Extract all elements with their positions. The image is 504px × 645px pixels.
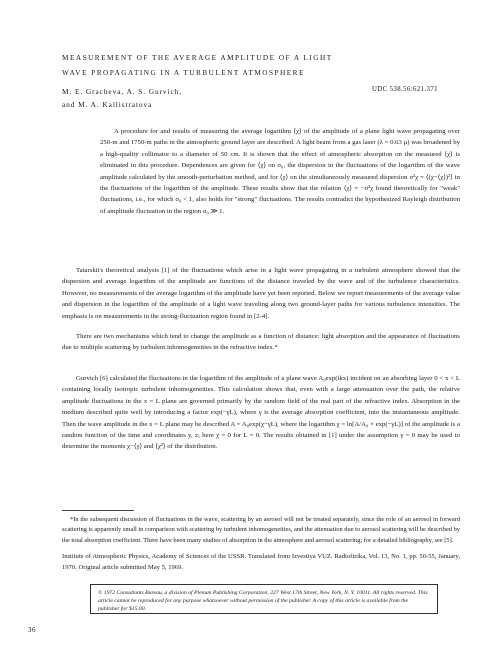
title-line-2: WAVE PROPAGATING IN A TURBULENT ATMOSPHERE [62,68,305,77]
body-paragraph-3: Gurvich [6] calculated the fluctuations in the logarithm of the amplitude of a plane wave A₀exp(ikx) incident on an absorbing layer 0 < x < L containing locally isotropic turbulent inhomogeneities. This calculation shows that, even with a large attenuation over the path, the relative amplitude fluctuations in the x = L plane are governed primarily by the random field of the real part of the refractive index. Absorption in the medium described quite well by introducing a factor exp(−γL), where γ is the average absorption coefficient, into the instantaneous amplitude. Then the wave amplitude in the x = L plane may be described A = A₀exp(χ−γL), where the logarithm χ = ln[A/A₀ × exp(−γL)] of the amplitude is a random function of the time and coordinates y, z; here χ = 0 for L = 0. The results obtained in [1] under the assumption γ = 0 may be used to determine the moments χ−⟨χ⟩ and ⟨χ²⟩ of the distribution. [62,375,460,451]
authors [62,86,362,111]
footnote-rule [62,510,134,511]
authors-line-1: M. E. Gracheva, A. S. Gurvich, [62,87,182,96]
body-paragraph-1: Tatarskii's theoretical analysis [1] of the fluctuations which arise in a light wave propagating in a turbulent atmosphere showed that the dispersion and average logarithm of the amplitude are functions of the distance traveled by the wave and of the turbulence characteristics. However, no measurements of the average logarithm of the amplitude have yet been reported. Below we report measurements of the average value and dispersion in the logarithm of the amplitude of a light wave traveling along two ground-layer paths for various turbulence intensities. The emphasis is on measurements in the strong-fluctuation region found in [2-4]. [62,267,460,320]
article-title [62,50,462,80]
abstract: A procedure for and results of measuring the average logarithm ⟨χ⟩ of the amplitude of a plane light wave propagating over 250-m and 1750-m paths in the atmospheric ground layer are described. A light beam from a gas laser (λ = 0.63 μ) was broadened by a high-quality collimator to a diameter of 50 cm. It is shown that the effect of atmospheric absorption on the measured ⟨χ⟩ is eliminated in this procedure. Dependences are given for ⟨χ⟩ on σ₀, the dispersion in the fluctuations of the logarithm of the wave amplitude calculated by the smooth-perturbation method, and for ⟨χ⟩ on the simultaneously measured dispersion σ²χ = ⟨(χ−⟨χ⟩)²⟩ in the fluctuations of the logarithm of the amplitude. These results show that the relation ⟨χ⟩ = −σ²χ found theoretically for "weak" fluctuations, i.e., for which σ₀ < 1, also holds for "strong" fluctuations. The results contradict the hypothesized Rayleigh distribution of amplitude fluctuation in the region σ₀ ≫ 1. [100,128,460,215]
page-number: 36 [28,626,36,634]
title-line-1: MEASUREMENT OF THE AVERAGE AMPLITUDE OF A LIGHT [62,53,333,62]
copyright-text: © 1972 Consultants Bureau, a division of Plenum Publishing Corporation, 227 West 17th Street, New York, N. Y. 10011. All rights reserved. This article cannot be reproduced for any purpose whatsoever without permission of the publisher. A copy of this article is available from the publisher for $15.00. [98,590,428,613]
udc-code: UDC 538.56:621.371 [372,86,438,93]
footnote: *In the subsequent discussion of fluctuations in the wave, scattering by an aerosol will not be treated separately, since the role of an aerosol in forward scattering is apparently small in comparison with scattering by turbulent inhomogeneities, and the attenuation due to aerosol scattering will be described by the total absorption coefficient. There have been many studies of absorption in the atmosphere and aerosol scattering; for a detailed bibliography, see [5]. [62,516,460,544]
body-paragraph-2: There are two mechanisms which tend to change the amplitude as a function of distance: light absorption and the appearance of fluctuations due to multiple scattering by turbulent inhomogeneities in the refractive index.* [62,333,460,352]
authors-line-2: and M. A. Kallistratova [62,99,153,109]
copyright-box [90,584,438,614]
institute-note: Institute of Atmospheric Physics, Academy of Sciences of the USSR. Translated from Izvestiya VUZ. Radiofizika, Vol. 13, No. 1, pp. 50-55, January, 1970. Original article submitted May 5, 1969. [62,553,460,571]
